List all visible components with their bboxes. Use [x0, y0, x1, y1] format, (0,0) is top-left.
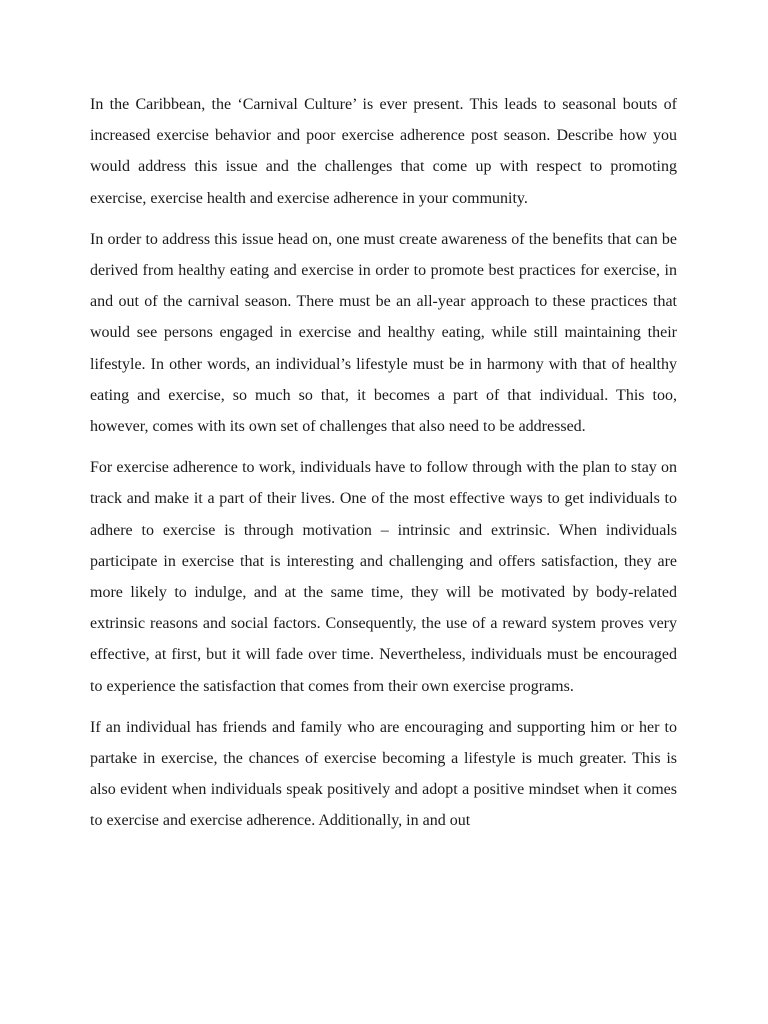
body-paragraph-support: If an individual has friends and family who are encouraging and supporting him or her to partake in exercise, the chances of exercise becoming a lifestyle is much greater. This is also evident when individuals speak positively and adopt a positive mindset when it comes to exercise and exercise adherence. Additionally, in and out	[90, 718, 677, 830]
document-page	[90, 89, 677, 847]
body-paragraph-adherence: For exercise adherence to work, individuals have to follow through with the plan to stay on track and make it a part of their lives. One of the most effective ways to get individuals to adhere to exercise is through motivation – intrinsic and extrinsic. When individuals participate in exercise that is interesting and challenging and offers satisfaction, they are more likely to indulge, and at the same time, they will be motivated by body-related extrinsic reasons and social factors. Consequently, the use of a reward system proves very effective, at first, but it will fade over time. Nevertheless, individuals must be encouraged to experience the satisfaction that comes from their own exercise programs.	[90, 459, 677, 695]
body-paragraph-awareness: In order to address this issue head on, one must create awareness of the benefits that can be derived from healthy eating and exercise in order to promote best practices for exercise, in and out of the carnival season. There must be an all-year approach to these practices that would see persons engaged in exercise and healthy eating, while still maintaining their lifestyle. In other words, an individual’s lifestyle must be in harmony with that of healthy eating and exercise, so much so that, it becomes a part of that individual. This too, however, comes with its own set of challenges that also need to be addressed.	[90, 230, 677, 436]
question-paragraph: In the Caribbean, the ‘Carnival Culture’ is ever present. This leads to seasonal bouts of increased exercise behavior and poor exercise adherence post season. Describe how you would address this issue and the challenges that come up with respect to promoting exercise, exercise health and exercise adherence in your community.	[90, 96, 677, 207]
